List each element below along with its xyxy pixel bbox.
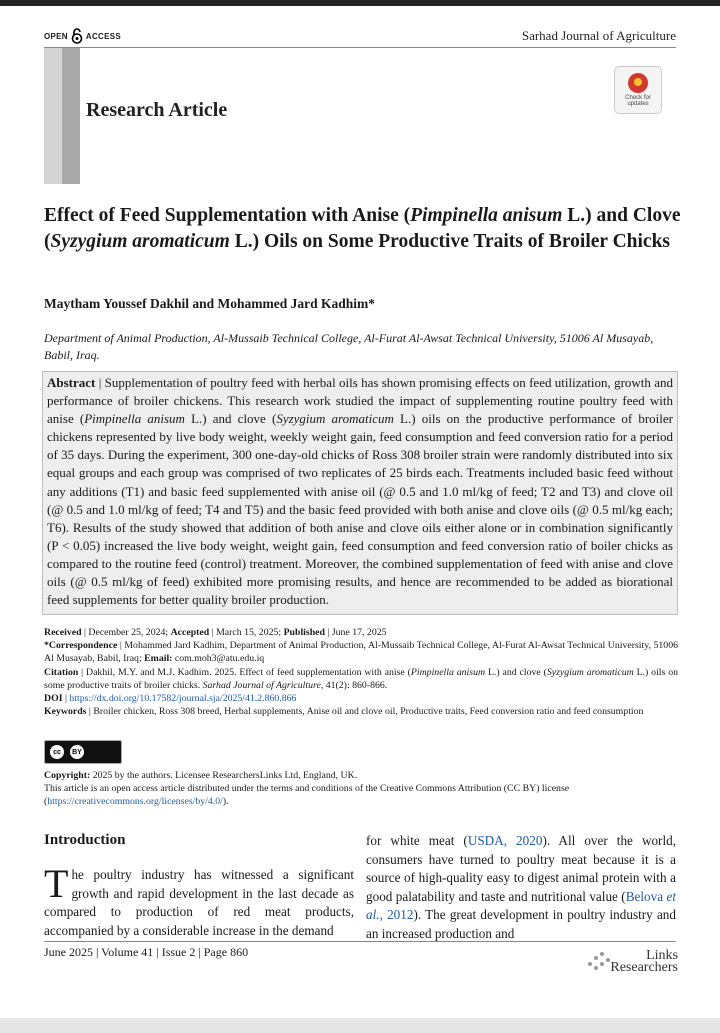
abstract-label: Abstract (47, 375, 96, 390)
section-heading-introduction: Introduction (44, 832, 126, 848)
doi-link[interactable]: https://dx.doi.org/10.17582/journal.sja/2025/41.2.860.866 (69, 693, 297, 705)
open-label: OPEN (44, 31, 68, 41)
journal-name: Sarhad Journal of Agriculture (521, 28, 676, 43)
drop-cap: T (44, 861, 69, 906)
issue-info: June 2025 | Volume 41 | Issue 2 | Page 860 (44, 945, 249, 959)
article-metadata (44, 626, 678, 718)
license-line: This article is an open access article distributed under the terms and conditions of the Creative Commons Attribution (CC BY) license (https://creativecommons.org/licenses/by/4.0/). (44, 783, 570, 808)
access-label: ACCESS (85, 31, 122, 41)
cc-by-license-badge[interactable] (44, 740, 122, 764)
logo-text-researchers: Researchers (610, 960, 678, 975)
researchers-links-logo (586, 946, 680, 978)
reference-link[interactable]: Belova et al., 2012 (366, 888, 676, 922)
check-for-updates-badge[interactable] (614, 66, 662, 114)
header-rule (44, 47, 676, 48)
intro-column-left: The poultry industry has witnessed a significant growth and rapid development in the last decade as compared to production of red meat products, accompanied by a considerable increase in the demand (44, 861, 354, 938)
badge-line-2: updates (627, 101, 649, 107)
citation: Citation | Dakhil, M.Y. and M.J. Kadhim. 2025. Effect of feed supplementation with anise (Pimpinella anisum L.) and clove (Syzygium aromaticum L.) oils on some productive traits of broiler chicks. Sarhad Journal of Agriculture, 41(2): 860-866. (44, 666, 678, 691)
correspondence: *Correspondence | Mohammed Jard Kadhim, Department of Animal Production, Al-Mussaib Technical College, Al-Furat Al-Awsat Technical University, 51006 Al Musayab, Babil, Iraq; Email: com.moh3@atu.edu.iq (44, 640, 678, 665)
keywords: Keywords | Broiler chicken, Ross 308 breed, Herbal supplements, Anise oil and clove oil, Productive traits, Feed conversion ratio and feed consumption (44, 706, 644, 718)
copyright-block (44, 769, 678, 809)
bottom-bar (0, 1018, 720, 1033)
abstract-box: Abstract | Supplementation of poultry feed with herbal oils has shown promising effects on feed utilization, growth and performance of broiler chickens. This research work studied the impact of supplementing routine poultry feed with anise (Pimpinella anisum L.) and clove (Syzygium aromaticum L.) oils on the productive performance of broiler chickens represented by live body weight, weekly weight gain, feed consumption and feed conversion ratio for a period of 35 days. During the experiment, 300 one-day-old chicks of Ross 308 broiler strain were randomly distributed into six equal groups and each group was comprised of two replicates of 25 birds each. Treatments included basic feed without any additions (T1) and basic feed supplemented with anise oil (@ 0.5 and 1.0 ml/kg of feed; T2 and T3) and clove oil (@ 0.5 and 1.0 ml/kg of feed; T4 and T5) and the basic feed provided with both anise and clove oils (@ 0.5 ml/kg each; T6). Results of the study showed that addition of both anise and clove oils either alone or in combination significantly (P < 0.05) increased the live body weight, weight gain, feed consumption and feed conversion ratio of boiler chicks as compared to the routine feed (control) treatment. Moreover, the combined supplementation of feed with anise and clove oils (@ 0.5 ml/kg of feed) exhibited more promising results, and hence are recommended to be added as biorational feed supplements for better quality broiler production. (42, 371, 678, 615)
article-title: Effect of Feed Supplementation with Anise (Pimpinella anisum L.) and Clove (Syzygium aromaticum L.) Oils on Some Productive Traits of Broiler Chicks (44, 205, 681, 252)
by-icon: BY (70, 745, 84, 759)
article-type: Research Article (86, 99, 228, 121)
open-access-mark (44, 28, 121, 44)
badge-line-1: Check for (625, 95, 651, 101)
doi-line: DOI | https://dx.doi.org/10.17582/journal.sja/2025/41.2.860.866 (44, 693, 297, 705)
reference-link[interactable]: USDA, 2020 (467, 833, 543, 848)
dates-line: Received | December 25, 2024; Accepted | March 15, 2025; Published | June 17, 2025 (44, 627, 387, 638)
open-access-lock-icon (71, 28, 83, 44)
cc-icon: cc (50, 745, 64, 759)
affiliation: Department of Animal Production, Al-Mussaib Technical College, Al-Furat Al-Awsat Technical University, 51006 Al Musayab, Babil, Iraq. (44, 331, 654, 362)
intro-column-right: for white meat (USDA, 2020). All over the world, consumers have turned to poultry meat because it is a source of high-quality easy to digest animal protein with a good palatability and taste and nutritional value (Belova et al., 2012). The great development in poultry industry and an increased production and (366, 833, 677, 941)
logo-text-links: Links (646, 948, 678, 963)
copyright-line: Copyright: 2025 by the authors. Licensee ResearchersLinks Ltd, England, UK. (44, 770, 358, 781)
license-link[interactable]: https://creativecommons.org/licenses/by/4.0/ (47, 796, 223, 808)
top-border (0, 0, 720, 6)
authors: Maytham Youssef Dakhil and Mohammed Jard Kadhim* (44, 296, 376, 311)
header-band-dark (62, 48, 80, 184)
footer-rule (44, 941, 676, 942)
crossmark-icon (628, 73, 648, 93)
